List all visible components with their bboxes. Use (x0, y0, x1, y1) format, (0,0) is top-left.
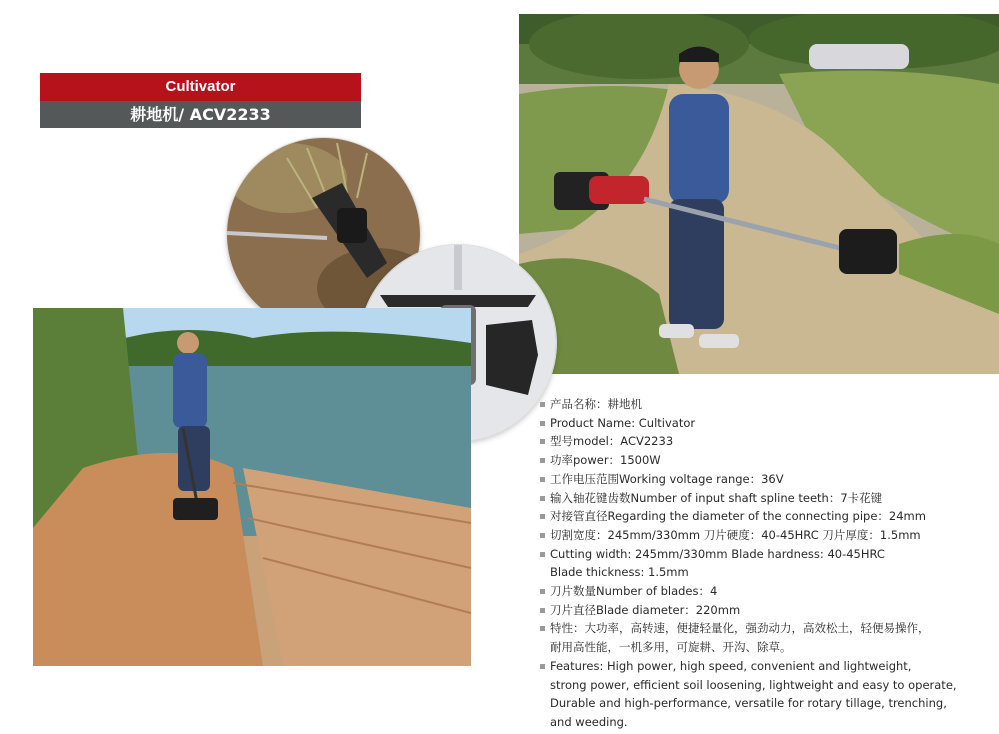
spec-item: 工作电压范围Working voltage range：36V (540, 470, 995, 489)
spec-item: 产品名称：耕地机 (540, 395, 995, 414)
product-title-cn: 耕地机/ ACV2233 (40, 101, 361, 128)
spec-item: 刀片数量Number of blades：4 (540, 582, 995, 601)
photo-man-tilling-lakeside (33, 308, 471, 666)
photo-man-tilling-field (519, 14, 999, 374)
spec-item-continuation: 耐用高性能，一机多用，可旋耕、开沟、除草。 (550, 640, 792, 655)
spec-item: Cutting width: 245mm/330mm Blade hardness: 40-45HRC (540, 545, 995, 564)
spec-item: 型号model：ACV2233 (540, 432, 995, 451)
spec-item: 特性：大功率，高转速，便捷轻量化，强劲动力，高效松土，轻便易操作， (540, 619, 995, 638)
spec-item: 切割宽度：245mm/330mm 刀片硬度：40-45HRC 刀片厚度：1.5mm (540, 526, 995, 545)
product-title-block (40, 73, 361, 128)
spec-item: 输入轴花键齿数Number of input shaft spline teeth：7卡花键 (540, 489, 995, 508)
spec-item: 功率power：1500W (540, 451, 995, 470)
spec-item-continuation: Blade thickness: 1.5mm (550, 565, 689, 580)
spec-item: 对接管直径Regarding the diameter of the connecting pipe：24mm (540, 507, 995, 526)
product-title-en: Cultivator (40, 73, 361, 101)
spec-item: Features: High power, high speed, convenient and lightweight, (540, 657, 995, 676)
spec-item: 刀片直径Blade diameter：220mm (540, 601, 995, 620)
spec-item-continuation: and weeding. (550, 714, 628, 729)
spec-item-continuation: strong power, efficient soil loosening, lightweight and easy to operate, (550, 677, 957, 692)
product-spec-list (540, 395, 995, 732)
spec-item-continuation: Durable and high-performance, versatile for rotary tillage, trenching, (550, 696, 947, 711)
spec-item: Product Name: Cultivator (540, 414, 995, 433)
